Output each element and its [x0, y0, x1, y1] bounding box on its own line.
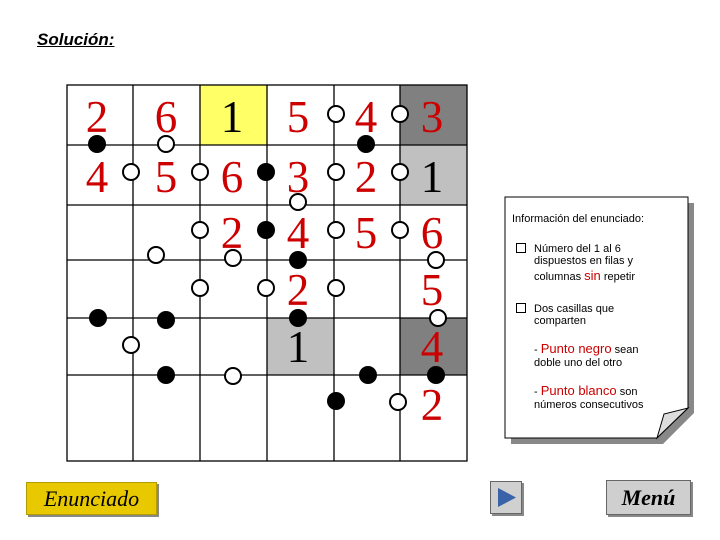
- info-item4-suffix: son: [619, 386, 638, 398]
- cell-r3c6: 6: [420, 208, 444, 258]
- cell-r3c3: 2: [220, 208, 244, 258]
- white-dot: [390, 394, 406, 410]
- black-dot: [327, 392, 345, 410]
- black-dot: [257, 221, 275, 239]
- white-dot: [123, 164, 139, 180]
- info-item4-line2: números consecutivos: [534, 399, 644, 411]
- cell-r1c4: 5: [286, 92, 310, 142]
- black-dot: [157, 311, 175, 329]
- info-item3-suffix: sean: [614, 344, 639, 356]
- white-dot: [392, 222, 408, 238]
- bullet-icon: [516, 243, 526, 253]
- white-dot: [192, 164, 208, 180]
- cell-r3c4: 4: [286, 208, 310, 258]
- info-item1-sin: sin: [584, 268, 601, 283]
- info-item1-line2: dispuestos en filas y: [534, 255, 634, 267]
- white-dot: [328, 222, 344, 238]
- white-dot: [192, 222, 208, 238]
- white-dot: [328, 164, 344, 180]
- info-item4-prefix: -: [534, 386, 538, 398]
- solution-title: Solución:: [37, 30, 115, 49]
- white-dot: [225, 368, 241, 384]
- enunciado-button[interactable]: Enunciado: [26, 482, 157, 515]
- info-item4-highlight: Punto blanco: [540, 383, 617, 398]
- info-item1-line1: Número del 1 al 6: [534, 243, 621, 255]
- bullet-icon: [516, 303, 526, 313]
- info-item4-line1: [534, 385, 637, 398]
- cell-r1c6: 3: [420, 92, 444, 142]
- cell-r1c2: 6: [154, 92, 178, 142]
- black-dot: [257, 163, 275, 181]
- info-item3-line2: doble uno del otro: [534, 357, 623, 369]
- info-item1-line3a: columnas: [534, 271, 582, 283]
- cell-r1c1: 2: [85, 92, 109, 142]
- info-note: [505, 197, 690, 439]
- cell-r4c6: 5: [420, 265, 444, 315]
- info-item3-highlight: Punto negro: [540, 341, 612, 356]
- cell-r5c4: 1: [286, 322, 310, 372]
- white-dot: [123, 337, 139, 353]
- cell-r2c3: 6: [220, 152, 244, 202]
- black-dot: [359, 366, 377, 384]
- info-item2-line2: comparten: [534, 315, 586, 327]
- white-dot: [328, 280, 344, 296]
- cell-r1c5: 4: [354, 92, 378, 142]
- white-dot: [148, 247, 164, 263]
- white-dot: [328, 106, 344, 122]
- info-item1-line3: [534, 270, 635, 283]
- black-dot: [157, 366, 175, 384]
- menu-button[interactable]: Menú: [606, 480, 691, 515]
- info-item3-line1: [534, 343, 639, 356]
- cell-r2c6: 1: [420, 152, 444, 202]
- cell-r6c6: 2: [420, 380, 444, 430]
- white-dot: [392, 164, 408, 180]
- cell-r2c2: 5: [154, 152, 178, 202]
- cell-r5c6: 4: [420, 322, 444, 372]
- cell-r2c5: 2: [354, 152, 378, 202]
- cell-r2c1: 4: [85, 152, 109, 202]
- cell-r3c5: 5: [354, 208, 378, 258]
- black-dot: [89, 309, 107, 327]
- play-arrow-icon: [491, 482, 521, 513]
- info-item2-line1: Dos casillas que: [534, 303, 615, 315]
- cell-r2c4: 3: [286, 152, 310, 202]
- white-dot: [258, 280, 274, 296]
- white-dot: [392, 106, 408, 122]
- white-dot: [192, 280, 208, 296]
- cell-r4c4: 2: [286, 265, 310, 315]
- info-heading: Información del enunciado:: [512, 213, 645, 225]
- info-item1-line3c: repetir: [603, 271, 636, 283]
- next-button[interactable]: [490, 481, 522, 514]
- cell-r1c3: 1: [220, 92, 244, 142]
- info-item3-prefix: -: [534, 344, 538, 356]
